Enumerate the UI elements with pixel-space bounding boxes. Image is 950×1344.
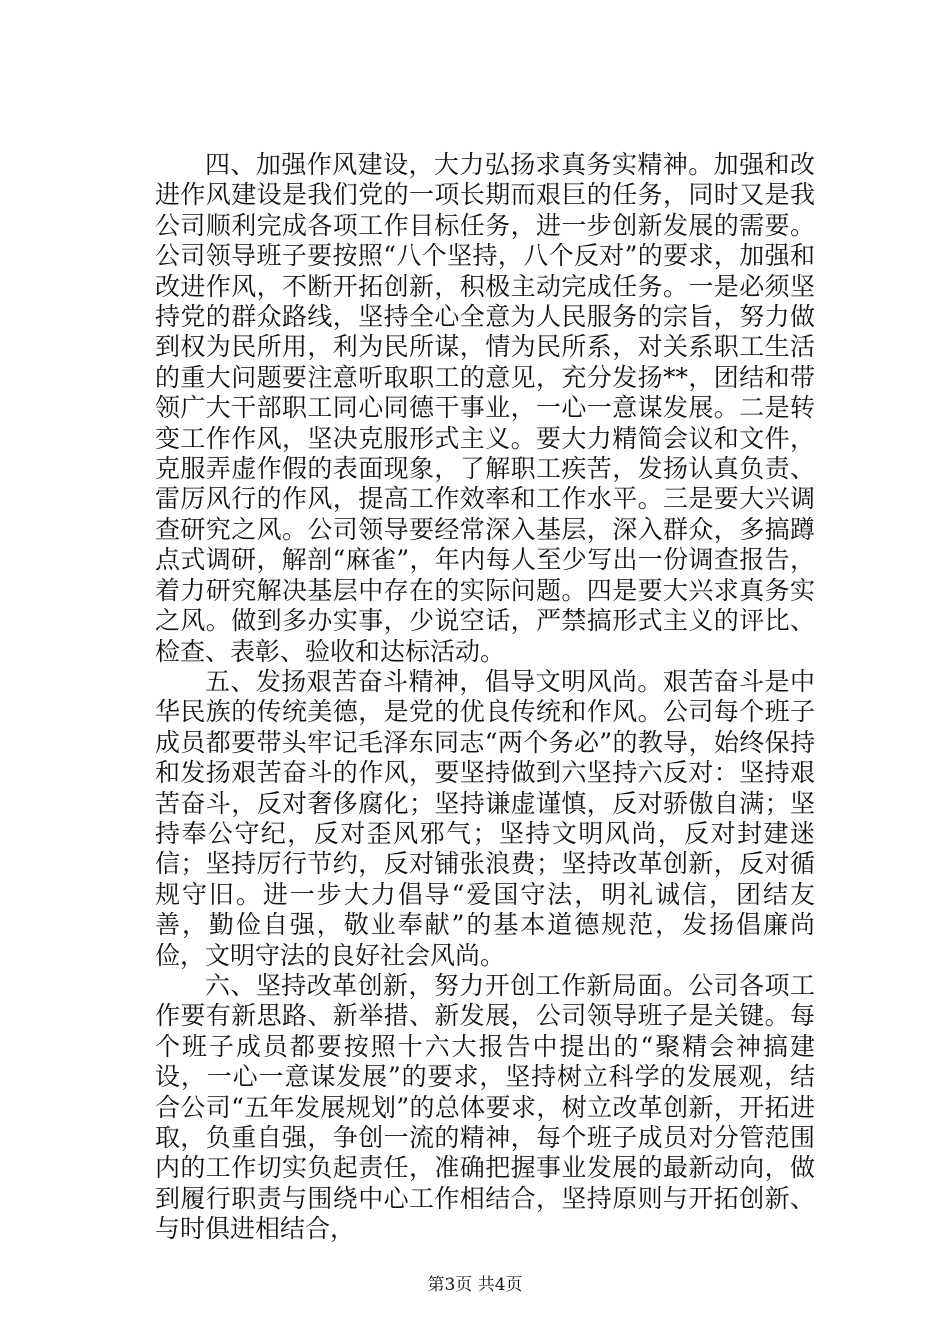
paragraph-work-style: 四、加强作风建设，大力弘扬求真务实精神。加强和改进作风建设是我们党的一项长期而艰巨的任务，同时又是我公司顺利完成各项工作目标任务，进一步创新发展的需要。公司领导班子要按照“八个坚持，八个反对”的要求，加强和改进作风，不断开拓创新，积极主动完成任务。一是必须坚持党的群众路线，坚持全心全意为人民服务的宗旨，努力做到权为民所用，利为民所谋，情为民所系，对关系职工生活的重大问题要注意听取职工的意见，充分发扬**，团结和带领广大干部职工同心同德干事业，一心一意谋发展。二是转变工作作风，坚决克服形式主义。要大力精简会议和文件，克服弄虚作假的表面现象，了解职工疾苦，发扬认真负责、雷厉风行的作风，提高工作效率和工作水平。三是要大兴调查研究之风。公司领导要经常深入基层，深入群众，多搞蹲点式调研，解剖“麻雀”，年内每人至少写出一份调查报告，着力研究解决基层中存在的实际问题。四是要大兴求真务实之风。做到多办实事，少说空话，严禁搞形式主义的评比、检查、表彰、验收和达标活动。: [155, 150, 815, 666]
page-number-footer: 第3页 共4页: [427, 1275, 523, 1295]
paragraph-hard-work: 五、发扬艰苦奋斗精神，倡导文明风尚。艰苦奋斗是中华民族的传统美德，是党的优良传统和作风。公司每个班子成员都要带头牢记毛泽东同志“两个务必”的教导，始终保持和发扬艰苦奋斗的作风，要坚持做到六坚持六反对：坚持艰苦奋斗，反对奢侈腐化；坚持谦虚谨慎，反对骄傲自满；坚持奉公守纪，反对歪风邪气；坚持文明风尚，反对封建迷信；坚持厉行节约，反对铺张浪费；坚持改革创新，反对循规守旧。进一步大力倡导“爱国守法，明礼诚信，团结友善，勤俭自强，敬业奉献”的基本道德规范，发扬倡廉尚俭，文明守法的良好社会风尚。: [155, 666, 815, 970]
paragraph-reform-innovation: 六、坚持改革创新，努力开创工作新局面。公司各项工作要有新思路、新举措、新发展，公司领导班子是关键。每个班子成员都要按照十六大报告中提出的“聚精会神搞建设，一心一意谋发展”的要求，坚持树立科学的发展观，结合公司“五年发展规划”的总体要求，树立改革创新，开拓进取，负重自强，争创一流的精神，每个班子成员对分管范围内的工作切实负起责任，准确把握事业发展的最新动向，做到履行职责与围绕中心工作相结合，坚持原则与开拓创新、与时俱进相结合，: [155, 970, 815, 1244]
document-body: [155, 150, 815, 1245]
